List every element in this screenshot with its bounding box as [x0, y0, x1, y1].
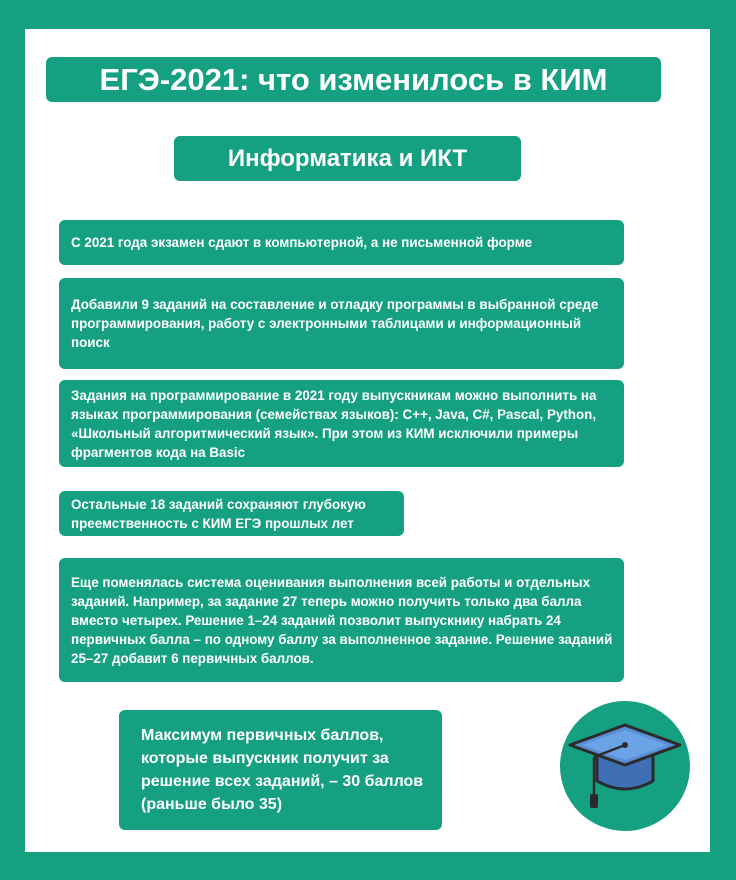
- graduation-cap-badge: [560, 701, 690, 831]
- subject-heading: Информатика и ИКТ: [174, 136, 521, 181]
- info-card-remaining-tasks: [59, 491, 404, 536]
- info-card-grading: [59, 558, 624, 682]
- page-title: ЕГЭ-2021: что изменилось в КИМ: [46, 57, 661, 102]
- info-card-text: Остальные 18 заданий сохраняют глубокую преемственность с КИМ ЕГЭ прошлых лет: [71, 496, 366, 531]
- info-card-text: Задания на программирование в 2021 году выпускникам можно выполнить на языках программирования (семействах языков): С++, Java, C#, Pascal, Python, «Школьный алгоритмический язык». При этом из КИМ исключили примеры фрагментов кода на Basic: [71, 387, 597, 460]
- summary-box: Максимум первичных баллов, которые выпускник получит за решение всех заданий, – 30 баллов (раньше было 35): [119, 710, 442, 830]
- graduation-cap-icon: [560, 701, 690, 831]
- info-card-new-tasks: [59, 278, 624, 369]
- info-card-computer-format: [59, 220, 624, 265]
- info-card-text: С 2021 года экзамен сдают в компьютерной, а не письменной форме: [71, 235, 533, 250]
- info-card-text: Еще поменялась система оценивания выполнения всей работы и отдельных заданий. Например, за задание 27 теперь можно получить только два балла вместо четырех. Решение 1–24 заданий позволит выпускнику набрать 24 первичных балла – по одному баллу за выполненное задание. Решение заданий 25–27 добавит 6 первичных баллов.: [71, 574, 613, 666]
- info-card-languages: [59, 380, 624, 467]
- info-card-text: Добавили 9 заданий на составление и отладку программы в выбранной среде программирования, работу с электронными таблицами и информационный поиск: [71, 297, 599, 350]
